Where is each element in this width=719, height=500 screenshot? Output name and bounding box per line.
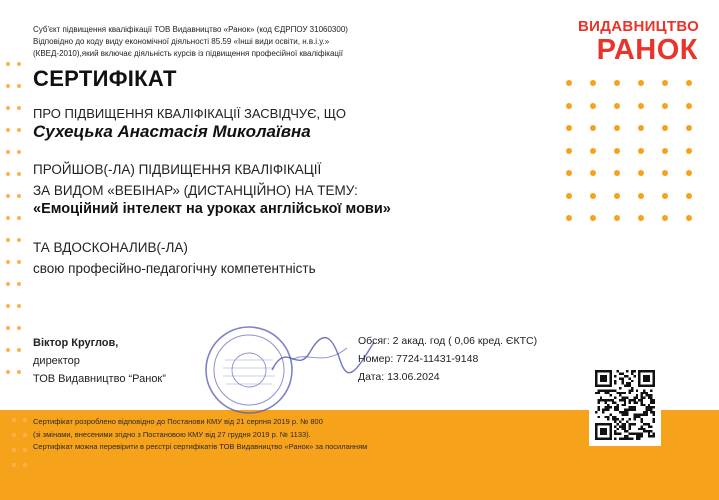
decor-dot xyxy=(17,62,21,66)
decor-dot xyxy=(566,193,572,199)
decor-dot xyxy=(590,215,596,221)
decor-dot xyxy=(12,418,16,422)
logo-main-text: РАНОК xyxy=(596,34,698,66)
decor-dot xyxy=(6,326,10,330)
decor-dot xyxy=(662,170,668,176)
attest-line: ПРО ПІДВИЩЕННЯ КВАЛІФІКАЦІЇ ЗАСВІДЧУЄ, ЩО xyxy=(33,106,347,121)
decor-dot xyxy=(686,170,692,176)
person-name: Сухецька Анастасія Миколаївна xyxy=(33,122,311,141)
decor-dot xyxy=(590,148,596,154)
decor-dot xyxy=(662,80,668,86)
decor-dot xyxy=(6,282,10,286)
decor-dot xyxy=(6,304,10,308)
decor-dot xyxy=(566,80,572,86)
decor-dot xyxy=(17,150,21,154)
decor-dot xyxy=(566,170,572,176)
decor-dot xyxy=(17,172,21,176)
decor-dot xyxy=(566,148,572,154)
decor-dot xyxy=(6,260,10,264)
decor-dot xyxy=(566,215,572,221)
decor-dot xyxy=(614,103,620,109)
decor-dot xyxy=(662,193,668,199)
decor-dot xyxy=(23,463,27,467)
decor-dot xyxy=(17,84,21,88)
decor-dot xyxy=(638,80,644,86)
decor-dot xyxy=(590,80,596,86)
decor-dot xyxy=(17,238,21,242)
decor-dot xyxy=(638,103,644,109)
decor-dot xyxy=(686,103,692,109)
decor-dot xyxy=(614,170,620,176)
footnote-line: Сертифікат розроблено відповідно до Постанови КМУ від 21 серпня 2019 р. № 800 xyxy=(33,417,323,426)
decor-dot xyxy=(638,193,644,199)
decor-dot xyxy=(662,125,668,131)
decor-dot xyxy=(638,215,644,221)
decor-dot xyxy=(686,125,692,131)
signatory-position: директор xyxy=(33,355,80,367)
decor-dot xyxy=(6,348,10,352)
improved-text xyxy=(33,237,316,279)
decor-dot xyxy=(686,193,692,199)
improved-line: свою професійно-педагогічну компетентність xyxy=(33,261,316,276)
decor-dot xyxy=(12,463,16,467)
number-text: Номер: 7724-11431-9148 xyxy=(358,353,479,365)
decor-dot xyxy=(17,128,21,132)
decor-dot xyxy=(638,170,644,176)
decor-dot xyxy=(17,282,21,286)
certificate-details xyxy=(358,332,537,386)
decor-dot xyxy=(23,448,27,452)
decor-dot xyxy=(614,80,620,86)
decor-dot xyxy=(17,106,21,110)
volume-text: Обсяг: 2 акад. год ( 0,06 кред. ЄКТС) xyxy=(358,335,538,347)
decor-dot xyxy=(638,148,644,154)
signatory-name: Віктор Круглов, xyxy=(33,337,119,349)
certificate-title: СЕРТИФІКАТ xyxy=(33,66,177,91)
decor-dot xyxy=(23,433,27,437)
publisher-logo xyxy=(578,18,698,65)
decor-dot xyxy=(17,194,21,198)
decor-dot xyxy=(590,103,596,109)
decor-dot xyxy=(12,433,16,437)
decor-dot xyxy=(6,150,10,154)
decor-dot xyxy=(566,125,572,131)
completed-line: ЗА ВИДОМ «ВЕБІНАР» (ДИСТАНЦІЙНО) НА ТЕМУ: xyxy=(33,183,358,198)
decor-dot xyxy=(590,193,596,199)
header-line: (КВЕД-2010),який включає діяльність курсів із підвищення професійної кваліфікації xyxy=(33,49,344,58)
signatory-org: ТОВ Видавництво “Ранок” xyxy=(33,373,166,385)
decor-dot xyxy=(686,215,692,221)
decor-dot xyxy=(662,103,668,109)
footnote-line: Сертифікат можна перевірити в реєстрі сертифікатів ТОВ Видавництво «Ранок» за посиланням xyxy=(33,442,368,451)
footnote-text xyxy=(33,416,453,454)
decor-dot xyxy=(686,80,692,86)
decor-dot xyxy=(6,216,10,220)
completed-text xyxy=(33,159,358,201)
decor-dot xyxy=(17,326,21,330)
decor-dot xyxy=(17,304,21,308)
header-line: Відповідно до коду виду економічної діяльності 85.59 «Інші види освіти, н.в.і.у.» xyxy=(33,37,330,46)
logo-top-text: ВИДАВНИЦТВО xyxy=(578,18,700,35)
qr-code-icon xyxy=(595,370,655,440)
decor-dot xyxy=(590,170,596,176)
decor-dot xyxy=(662,215,668,221)
decor-dot xyxy=(6,84,10,88)
header-legal-text xyxy=(33,24,413,60)
decor-dot xyxy=(566,103,572,109)
decor-dot xyxy=(17,348,21,352)
qr-code[interactable] xyxy=(589,364,661,446)
decor-dot xyxy=(17,216,21,220)
decor-dot xyxy=(6,128,10,132)
decor-dot xyxy=(662,148,668,154)
decor-dot xyxy=(614,215,620,221)
decor-dot xyxy=(614,193,620,199)
footnote-line: (зі змінами, внесеними згідно з Постановою КМУ від 27 грудня 2019 р. № 1133). xyxy=(33,429,311,439)
decor-dot xyxy=(686,148,692,154)
decor-dot xyxy=(17,260,21,264)
decor-dot xyxy=(6,194,10,198)
decor-dot xyxy=(6,62,10,66)
decor-dot xyxy=(6,172,10,176)
course-topic: «Емоційний інтелект на уроках англійської мови» xyxy=(33,201,391,217)
decor-dot xyxy=(638,125,644,131)
decor-dot xyxy=(6,238,10,242)
completed-line: ПРОЙШОВ(-ЛА) ПІДВИЩЕННЯ КВАЛІФІКАЦІЇ xyxy=(33,162,322,177)
signatory-block xyxy=(33,334,166,388)
decor-dot xyxy=(590,125,596,131)
decor-dot xyxy=(6,370,10,374)
decor-dot xyxy=(614,148,620,154)
header-line: Суб'єкт підвищення кваліфікації ТОВ Видавництво «Ранок» (код ЄДРПОУ 31060300) xyxy=(33,25,348,34)
decor-dot xyxy=(6,106,10,110)
improved-line: ТА ВДОСКОНАЛИВ(-ЛА) xyxy=(33,240,188,255)
decor-dot xyxy=(12,448,16,452)
decor-dot xyxy=(17,370,21,374)
decor-dot xyxy=(614,125,620,131)
decor-dot xyxy=(23,418,27,422)
date-text: Дата: 13.06.2024 xyxy=(358,371,440,383)
